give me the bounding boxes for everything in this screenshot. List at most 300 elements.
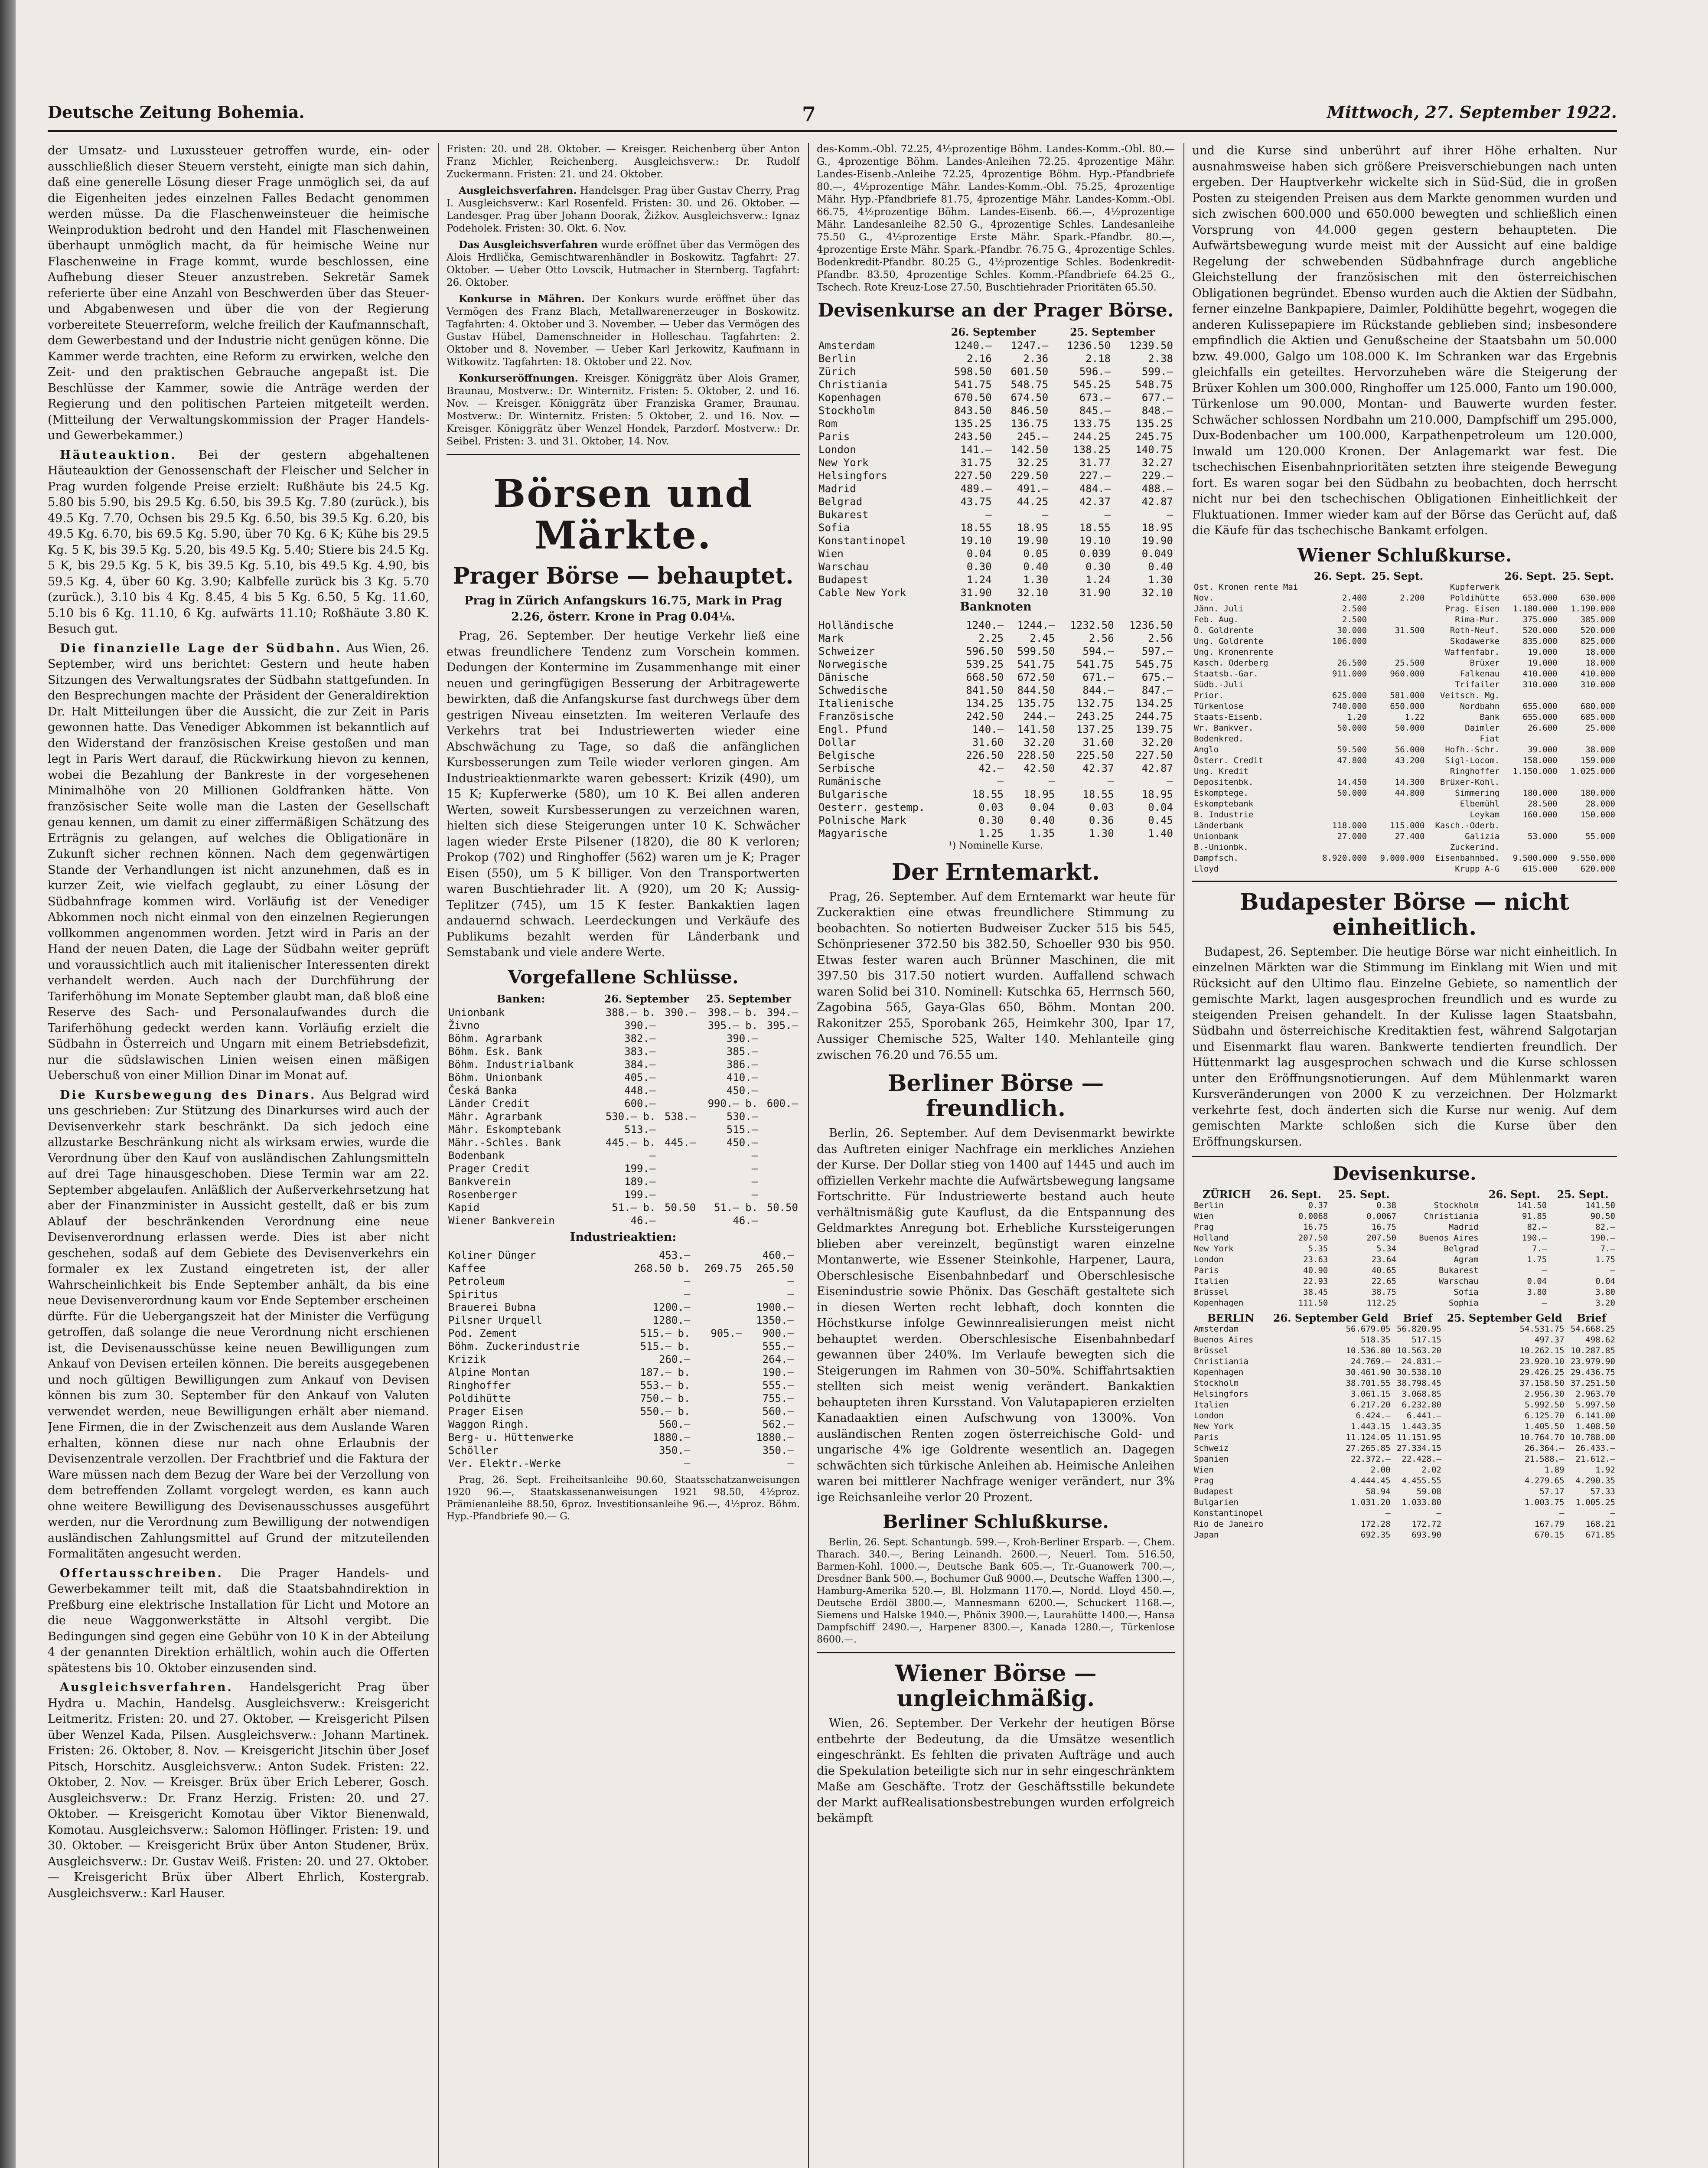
industry-row-cell: Poldihütte xyxy=(448,1392,511,1404)
devisen-row-cell: 227.50 xyxy=(954,470,992,482)
berlin-devisen-row-cell: 26.433.– xyxy=(1575,1443,1615,1453)
banknoten-row-cell: Rumänische xyxy=(818,775,881,787)
industry-row-cell xyxy=(692,1275,743,1288)
berlin-devisen-row-cell: New York xyxy=(1194,1422,1234,1431)
wien-row-cell: Staatsb.-Gar. xyxy=(1194,669,1258,679)
bank-row-cell xyxy=(657,1188,698,1201)
bank-row-cell xyxy=(759,1136,800,1149)
industry-row xyxy=(447,1444,800,1457)
banknoten-row xyxy=(817,814,1175,827)
devisen-row-cell: Budapest xyxy=(818,574,869,586)
devisen-row-cell: 2.36 xyxy=(1023,353,1049,365)
industry-row-cell: – xyxy=(787,1288,794,1300)
bank-row-cell: 390.– xyxy=(664,1006,696,1019)
wien-row-cell: 620.000 xyxy=(1580,864,1615,874)
wien-row xyxy=(1192,723,1617,734)
wien-row-cell: Ringhoffer xyxy=(1450,766,1500,776)
berlin-devisen-row-cell: Spanien xyxy=(1194,1454,1229,1464)
berlin-devisen-row-cell: Buenos Aires xyxy=(1194,1335,1254,1345)
wien-row-cell: Dampfsch. xyxy=(1194,853,1239,863)
article-tax-text: der Umsatz- und Luxussteuer getroffen wurde, ein- oder ausschließlich dieser Steuern versteht, einigte man sich dahin, daß eine generelle Lösung dieser Frage unmöglich sei, da auf die Eigenheiten jedes einzelnen Falles Bedacht genommen werden müsse. Da die Flaschenweinsteuer die heimische Weinproduktion bedroht und den Handel mit Flaschenweinen überhaupt unmöglich macht, da für heimische Weine nur Flaschenweine in Frage kommt, wurde beschlossen, eine Aufhebung dieser Steuer anzustreben. Sekretär Samek referierte über eine Anzahl von Beschwerden über das Steuer- und Abgabenwesen und über die von der Regierung vorbereitete Steuerreform, welche freilich der Kaufmannschaft, dem Gewerbestand und der Industrie nicht genügen könne. Die Kammer werde trachten, eine Reform zu erwirken, welche den Zeit- und den praktischen Gebrauche angepaßt ist. Die Beschlüsse der Kammer, sowie die Anträge werden der Regierung und den politischen Parteien mitgeteilt werden. (Mitteilung der Verwaltungskommission der Prager Handels- und Gewerbekammer.) xyxy=(48,144,429,442)
banknoten-row-cell: 31.60 xyxy=(1082,736,1114,748)
devisen-row-cell: 1247.– xyxy=(1010,340,1049,352)
devisen-row-cell: 1.24 xyxy=(1085,574,1111,586)
wien-row-cell: 2.200 xyxy=(1400,593,1425,603)
wien-row-cell: Anglo xyxy=(1194,744,1219,754)
devisen-row-cell: 18.55 xyxy=(1079,522,1111,534)
industry-row-cell xyxy=(795,1249,800,1262)
devisen-row-cell: – xyxy=(1042,509,1049,521)
wien-row-cell: Südb.-Juli xyxy=(1194,679,1244,689)
banknoten-row-cell: 18.95 xyxy=(1023,788,1055,800)
berlin-devisen-row-cell: 4.444.45 xyxy=(1351,1476,1391,1486)
wien-row-cell: 1.180.000 xyxy=(1512,604,1558,614)
devisen-row xyxy=(817,404,1175,417)
wien-row-cell: 581.000 xyxy=(1390,690,1425,700)
zurich-row-cell: 112.25 xyxy=(1366,1298,1397,1308)
bank-row xyxy=(447,1175,800,1188)
banknoten-row-cell: 18.55 xyxy=(1082,788,1114,800)
banknoten-row xyxy=(817,775,1175,788)
wien-row xyxy=(1192,777,1617,788)
bank-row xyxy=(447,1162,800,1175)
legal-notice: Das Ausgleichsverfahren wurde eröffnet über das Vermögen des Alois Hrdlička, Gemischtwarenhändler in Boskowitz. Tagfahrt: 27. Oktober. — Ueber Otto Lovscik, Hutmacher in Sternberg. Tagfahrt: 26. Oktober. xyxy=(447,239,800,288)
wien-row xyxy=(1192,593,1617,604)
banknoten-row xyxy=(817,671,1175,684)
berlin-devisen-row-cell: 167.79 xyxy=(1534,1519,1565,1529)
zurich-row-cell: Sofia xyxy=(1454,1287,1479,1297)
wien-row-cell: Unionbank xyxy=(1194,831,1239,841)
zurich-row-cell: Warschau xyxy=(1439,1277,1479,1286)
zurich-row-cell: 38.45 xyxy=(1303,1287,1328,1297)
zurich-row-cell: Buenos Aires xyxy=(1419,1233,1479,1243)
wien-row-cell: 1.150.000 xyxy=(1512,766,1558,776)
prague-exchange-sub: Prag in Zürich Anfangskurs 16.75, Mark in Prag 2.26, österr. Krone in Prag 0.04⅛. xyxy=(464,594,782,624)
devisen-row-cell: – xyxy=(985,509,992,521)
devisen-row-cell: 677.– xyxy=(1141,392,1173,404)
berlin-devisen-row xyxy=(1192,1324,1617,1335)
devisen-row xyxy=(817,469,1175,482)
wien-row-cell: Ö. Goldrente xyxy=(1194,625,1254,635)
zurich-row-cell: 3.80 xyxy=(1527,1287,1547,1297)
berlin-devisen-row-cell: Amsterdam xyxy=(1194,1324,1239,1334)
banknoten-row-cell: Magyarische xyxy=(818,827,887,839)
devisen-row-cell: 19.90 xyxy=(1017,535,1049,547)
zurich-row-cell: 141.50 xyxy=(1517,1201,1547,1210)
column-4 xyxy=(1192,143,1617,2168)
wien-row-cell: 28.500 xyxy=(1527,799,1558,809)
berlin-devisen-row-cell: 21.612.— xyxy=(1575,1454,1615,1464)
bank-row xyxy=(447,1136,800,1149)
industry-row xyxy=(447,1301,800,1314)
berlin-devisen-row-cell: Brüssel xyxy=(1194,1346,1229,1355)
industry-row xyxy=(447,1392,800,1405)
wien-row-cell xyxy=(1311,647,1369,658)
article-hides: Häuteauktion. Bei der gestern abgehaltenen Häuteauktion der Genossenschaft der Fleischer und Selcher in Prag wurden folgende Preise erzielt: Rußhäute bis 24.5 Kg. 5.80 bis 5.90, bis 29.5 Kg. 6.50, bis 39.5 Kg. 7.80 (zurück.), bis 49.5 Kg. 7.70, Ochsen bis 29.5 Kg. 6.50, bis 39.5 Kg. 6.20, bis 49.5 Kg. 6.70, bis 69.5 Kg. 5.90, über 70 Kg. 6 K; Kühe bis 29.5 Kg. 5 K, bis 39.5 Kg. 5.20, bis 49.5 Kg. 5.40; Stiere bis 24.5 Kg. 5 K, bis 29.5 Kg. 5 K, bis 39.5 Kg. 5.10, bis 49.5 Kg. 4.90, bis 59.5 Kg. 4, über 60 Kg. 3.90; Kalbfelle zurück bis 3 Kg. 5.70 (zurück.), 3.10 bis 4 Kg. 8.45, 4 bis 5 Kg. 6.50, 5 Kg. 11.60, 5.10 bis 6 Kg. 11.10, 6 Kg. aufwärts 11.10; Roßhäute 3.80 K. Besuch gut. xyxy=(48,448,429,636)
banknoten-row-cell: 594.– xyxy=(1082,645,1114,657)
berlin-devisen-row-cell: 517.15 xyxy=(1411,1335,1441,1345)
banknoten-row-cell: 545.75 xyxy=(1135,658,1173,670)
wien-row-cell: 9.550.000 xyxy=(1571,853,1615,863)
berlin-devisen-row-cell: 10.287.85 xyxy=(1571,1346,1615,1355)
berlin-devisen-row xyxy=(1192,1454,1617,1465)
berlin-devisen-row-cell: Kopenhagen xyxy=(1194,1368,1244,1377)
bank-row xyxy=(447,1006,800,1019)
berlin-devisen-row-cell: 38.798.45 xyxy=(1397,1378,1441,1388)
zurich-row-cell: 0.04 xyxy=(1595,1277,1615,1286)
berlin-devisen-row xyxy=(1192,1335,1617,1345)
wien-row-cell xyxy=(1369,734,1426,744)
bank-row-cell xyxy=(759,1110,800,1123)
wien-row-cell: 30.000 xyxy=(1337,625,1367,635)
banknoten-row-cell: 2.25 xyxy=(978,632,1004,644)
industry-row-cell xyxy=(795,1288,800,1301)
berlin-devisen-row xyxy=(1192,1389,1617,1400)
wien-row-cell: Ung. Goldrente xyxy=(1194,636,1264,646)
wien-row-cell: Hofh.-Schr. xyxy=(1445,744,1500,754)
berlin-devisen-row-cell: 498.62 xyxy=(1585,1335,1615,1345)
banknoten-row-cell: 140.– xyxy=(972,723,1004,735)
wien-row-cell: 39.000 xyxy=(1527,744,1558,754)
wien-row-cell: 27.000 xyxy=(1337,831,1367,841)
banknoten-row-cell: 539.25 xyxy=(966,658,1004,670)
bank-row-cell: 382.– xyxy=(624,1032,656,1045)
banknoten-row-cell: 134.25 xyxy=(1135,697,1173,709)
zurich-row-cell: 82.— xyxy=(1527,1222,1547,1232)
bank-row-cell xyxy=(759,1188,800,1201)
banknoten-row-cell: 1236.50 xyxy=(1129,619,1173,631)
wien-row-cell: 410.000 xyxy=(1522,669,1558,679)
berlin-devisen-row-cell: 1.031.20 xyxy=(1351,1498,1391,1507)
schlusse-title: Vorgefallene Schlüsse. xyxy=(508,966,739,988)
wien-row-cell: Brüxer-Kohl. xyxy=(1440,777,1500,787)
industry-row-cell xyxy=(795,1418,800,1431)
wien-row-cell xyxy=(1369,799,1426,810)
zurich-row-cell: Madrid xyxy=(1448,1222,1479,1232)
berlin-devisen-row-cell: 692.35 xyxy=(1360,1530,1391,1540)
zurich-row-cell: Italien xyxy=(1194,1277,1229,1286)
berlin-devisen-row-cell: 26.364.– xyxy=(1525,1443,1565,1453)
wien-row-cell: 310.000 xyxy=(1580,679,1615,689)
wien-row-cell: Simmering xyxy=(1455,788,1500,798)
industry-row-cell: 269.75 xyxy=(704,1262,742,1274)
industry-row xyxy=(447,1366,800,1379)
bank-row-cell: 384.– xyxy=(624,1058,656,1071)
bank-row xyxy=(447,1058,800,1071)
devisen-row-cell: – xyxy=(1167,509,1173,521)
bank-row-cell: Česká Banka xyxy=(448,1084,517,1097)
berlin-devisen-row-cell: 5.992.50 xyxy=(1525,1400,1565,1410)
industry-row-cell xyxy=(795,1327,800,1340)
industry-row-cell: – xyxy=(787,1275,794,1287)
devisen-row-cell: 596.– xyxy=(1079,366,1111,378)
legal-notice: Ausgleichsverfahren. Handelsger. Prag über Gustav Cherry, Prag I. Ausgleichsverw.: Karl Rosenfeld. Fristen: 30. und 26. Oktober. — Landesger. Prag über Johann Doorak, Žižkov. Ausgleichsverw.: Ignaz Podeholek. Fristen: 30. Okt. 6. Nov. xyxy=(447,185,800,234)
bank-row-cell: Bodenbank xyxy=(448,1149,505,1162)
banknoten-row-cell: 599.50 xyxy=(1017,645,1055,657)
berlin-devisen-row xyxy=(1192,1378,1617,1389)
wien-row-cell: Brüxer xyxy=(1470,658,1500,668)
banknoten-row-cell: 0.03 xyxy=(1089,801,1114,813)
wien-row-cell: Fiat xyxy=(1480,734,1500,744)
bank-row-cell: Böhm. Industrialbank xyxy=(448,1058,574,1071)
banknoten-row-cell: 2.45 xyxy=(1030,632,1055,644)
industry-row-cell xyxy=(692,1431,743,1444)
zurich-row-cell: — xyxy=(1610,1266,1615,1275)
zurich-row-cell: Sophia xyxy=(1448,1298,1479,1308)
header-rule xyxy=(48,130,1617,132)
banknoten-row-cell: 42.37 xyxy=(1082,762,1114,774)
banknoten-row-cell: 1.25 xyxy=(978,827,1004,839)
bank-row-cell: – xyxy=(751,1162,758,1175)
banknoten-row-cell: 244.– xyxy=(1023,710,1055,722)
devisen-row-cell: 674.50 xyxy=(1010,392,1049,404)
industry-row-cell xyxy=(692,1353,743,1366)
wien-row-cell: Bodenkred. xyxy=(1194,734,1244,744)
banknoten-row-cell: – xyxy=(997,775,1004,787)
industry-row xyxy=(447,1288,800,1301)
berlin-devisen-row xyxy=(1192,1465,1617,1476)
devisen-row-cell: Kopenhagen xyxy=(818,392,881,404)
bank-row-cell xyxy=(657,1032,698,1045)
devisen-row-cell: 0.30 xyxy=(966,561,992,573)
wien-body: Wien, 26. September. Der Verkehr der heutigen Börse entbehrte der Bedeutung, da die Umsätze wesentlich eingeschränkt. Es fehlten die privaten Aufträge und auch die Spekulation beteiligte sich nur in sehr eingeschränktem Maße am Geschäfte. Trotz der Geschäftsstille bekundete der Markt aufRealisationsbestrebungen wurden erfolgreich bekämpft xyxy=(817,1717,1175,1825)
bank-row-cell: Kapid xyxy=(448,1201,480,1214)
banknoten-row-cell: 2.56 xyxy=(1089,632,1114,644)
bank-row-cell xyxy=(759,1149,800,1162)
industry-row-cell: Krizik xyxy=(448,1353,486,1365)
berlin-devisen-row-cell: 22.428.— xyxy=(1402,1454,1441,1464)
devisen-row-cell: 601.50 xyxy=(1010,366,1049,378)
bank-row-cell: 405.– xyxy=(624,1071,656,1084)
wien-row-cell: Ost. Kronen rente Mai xyxy=(1194,582,1298,592)
wien-row xyxy=(1192,864,1617,875)
wien-schluss-table: 26. Sept. 25. Sept. 26. Sept. 25. Sept. Ost. Kronen rente Mai Kupferwerk Nov. 2.400 2.200 Poldihütte 653.000 630.000 Jänn. Juli 2.500 Prag. Eisen 1.180.000 1.190.000 Feb. Aug. 2.500 Rima-Mur. 375.000 385.000 Ö. Goldrente 30.000 31.500 Roth-Neuf. 520.000 520.000 Ung. Goldrente 106.000 Skodawerke 835.000 825.000 Ung. Kronenrente Waffenfabr. 19.000 18.000 Kasch. Oderberg 26.500 25.500 Brüxer 19.000 18.000 Staatsb.-Gar. 911.000 960.000 Falkenau 410.000 410.000 Südb.-Juli Trifailer 310.000 310.000 Prior. 625.000 581.000 Veitsch. Mg. Türkenlose 740.000 650.000 Nordbahn 655.000 680.000 Staats-Eisenb. 1.20 1.22 Bank 655.000 685.000 Wr. Bankver. 50.000 50.000 Daimler 26.600 25.000 Bodenkred. Fiat Anglo 59.500 56.000 Hofh.-Schr. 39.000 38.000 Österr. Credit 47.800 43.200 Sigl-Locom. 158.000 159.000 Ung. Kredit Ringhoffer 1.150.000 1.025.000 Depositenbk. 14.450 14.300 Brüxer-Kohl. Eskomptege. 50.000 44.800 Simmering 180.000 180.000 Eskomptebank Elbemühl 28.500 28.000 B. Industrie Leykam 160.000 150.000 Länderbank 118.000 115.000 Kasch.-Oderb. Unionbank 27.000 27.400 Galizia 53.000 55.000 B.-Unionbk. Zuckerind. Dampfsch. 8.920.000 9.000.000 Eisenbahnbed. 9.500.000 9.550.000 Lloyd Krupp A-G 615.000 620.000 xyxy=(1192,570,1617,875)
zurich-row xyxy=(1192,1200,1617,1211)
berlin-devisen-row-cell: Paris xyxy=(1194,1433,1219,1442)
wien-row-cell xyxy=(1369,864,1426,875)
zurich-row-cell: New York xyxy=(1194,1244,1234,1254)
wien-row-cell: Rima-Mur. xyxy=(1455,614,1500,624)
footnote: ¹) Nominelle Kurse. xyxy=(948,840,1043,851)
wien-row-cell xyxy=(1369,766,1426,777)
wien-row-cell: 9.500.000 xyxy=(1512,853,1558,863)
zurich-row-cell: Prag xyxy=(1194,1222,1214,1232)
wien-row-cell xyxy=(1559,842,1617,853)
zurich-row-cell: Brüssel xyxy=(1194,1287,1229,1297)
devisen-row-cell: 0.30 xyxy=(1085,561,1111,573)
bank-row-cell: 990.– b. xyxy=(707,1097,758,1110)
bank-row-cell xyxy=(657,1071,698,1084)
wien-row-cell: 53.000 xyxy=(1527,831,1558,841)
berlin-devisen-row-cell: Prag xyxy=(1194,1476,1214,1486)
industry-row-cell: 350.– xyxy=(659,1444,691,1456)
devisen-row xyxy=(817,534,1175,547)
banknoten-row-cell: 1244.– xyxy=(1017,619,1055,631)
wien-row-cell xyxy=(1559,582,1617,593)
berlin-devisen-row-cell: 37.251.50 xyxy=(1571,1378,1615,1388)
industry-row-cell xyxy=(795,1379,800,1392)
bank-row-cell: 199.– xyxy=(624,1188,656,1201)
banknoten-row-cell: 0.45 xyxy=(1148,814,1173,826)
bank-row-cell xyxy=(657,1097,698,1110)
devisen-row-cell: 229.50 xyxy=(1010,470,1049,482)
column-divider xyxy=(808,143,809,2168)
wien-row-cell: 150.000 xyxy=(1580,810,1615,820)
bank-row-cell: Mähr. Eskomptebank xyxy=(448,1123,561,1136)
header-paper-name: Deutsche Zeitung Bohemia. xyxy=(48,102,305,122)
devisen-row-cell: 227.– xyxy=(1079,470,1111,482)
wien-row-cell xyxy=(1501,734,1559,744)
banknoten-row-cell: 242.50 xyxy=(966,710,1004,722)
devisen-row-cell: Sofia xyxy=(818,522,850,534)
wien-title: Wiener Börse — ungleichmäßig. xyxy=(895,1660,1097,1712)
berlin-devisen-row-cell: 54.668.25 xyxy=(1571,1324,1615,1334)
devisen-row-cell: Zürich xyxy=(818,366,856,378)
banknoten-row-cell: 227.50 xyxy=(1135,749,1173,761)
wien-row-cell xyxy=(1559,777,1617,788)
devisen-row-cell: 673.– xyxy=(1079,392,1111,404)
zurich-row-cell: 190.— xyxy=(1590,1233,1615,1243)
wien-row-cell: 180.000 xyxy=(1580,788,1615,798)
wien-row-cell: Eskomptege. xyxy=(1194,788,1248,798)
industry-row xyxy=(447,1418,800,1431)
prague-exchange-body: Prag, 26. September. Der heutige Verkehr ließ eine etwas freundlichere Tendenz zum Vorschein kommen. Dedungen der Kontermine im Zusammenhange mit einer neuen und geringfügigen Besserung der Arbitragewerte bewirkten, daß die Anfangskurse fast durchwegs über dem gestrigen Niveau einsetzten. Im weiteren Verlaufe des Verkehrs trat bei Industriewerten wieder eine Abschwächung zu Tage, so daß die anfänglichen Kursbesserungen zum Teile wieder verloren gingen. Am Industrieaktienmarkte waren gebessert: Krizik (490), um 15 K; Kupferwerke (580), um 10 K. Bei allen anderen Werten, soweit Kursbesserungen zu verzeichnen waren, hielten sich diese Steigerungen unter 10 K. Schwächer lagen wieder Erste Pilsener (1820), die 80 K verloren; Prokop (702) und Ringhoffer (562) waren um je K; Prager Eisen (550), um 5 K billiger. Von den Transportwerten waren Buschtiehrader lit. A (920), um 20 K; Aussig-Teplitzer (745), um 15 K fester. Bankaktien lagen andauernd schwach. Leerdeckungen und Verkäufe des Publikums bezahlt werden für Länderbank und Semstabank und viele andere Werte. xyxy=(447,629,800,959)
industry-row-cell: Kaffee xyxy=(448,1262,486,1274)
industry-row-cell xyxy=(795,1457,800,1470)
bank-row-cell: 600.– xyxy=(624,1097,656,1110)
banknoten-row-cell: 844.– xyxy=(1082,684,1114,696)
zurich-row-cell: 5.34 xyxy=(1376,1244,1397,1254)
berlin-devisen-row-cell: 6.232.80 xyxy=(1402,1400,1441,1410)
column-2 xyxy=(447,143,800,2168)
bank-row-cell xyxy=(759,1071,800,1084)
wien-row xyxy=(1192,853,1617,864)
bank-row-cell: 410.– xyxy=(726,1071,758,1084)
wien-row-cell: Waffenfabr. xyxy=(1445,647,1500,657)
berlin-devisen-row-cell: 56.820.95 xyxy=(1397,1324,1441,1334)
wien-row-cell: 960.000 xyxy=(1390,669,1425,679)
devisen-row-cell: 31.90 xyxy=(960,587,992,599)
devisen-row-cell: 2.18 xyxy=(1085,353,1111,365)
wien-row xyxy=(1192,625,1617,636)
wien-row-cell xyxy=(1501,690,1559,701)
industry-row-cell: 1350.– xyxy=(756,1314,794,1326)
berlin-devisen-row-cell: 5.997.50 xyxy=(1575,1400,1615,1410)
wien-row-cell: Türkenlose xyxy=(1194,701,1244,711)
industry-row-cell: 550.– b. xyxy=(640,1405,691,1417)
zurich-row xyxy=(1192,1298,1617,1309)
wien-row-cell: Depositenbk. xyxy=(1194,777,1254,787)
industry-row-cell: 755.– xyxy=(762,1392,794,1404)
industry-row-cell xyxy=(795,1353,800,1366)
berlin-devisen-row-cell: 11.124.05 xyxy=(1346,1433,1391,1442)
legal-notice: Fristen: 20. und 28. Oktober. — Kreisger. Reichenberg über Anton Franz Michler, Reichenberg. Ausgleichsverw.: Dr. Rudolf Zuckermann. Fristen: 21. und 24. Oktober. xyxy=(447,144,800,180)
wien-row-cell: 158.000 xyxy=(1522,755,1558,765)
zurich-row-cell: 16.75 xyxy=(1303,1222,1328,1232)
berlin-devisen-row xyxy=(1192,1367,1617,1378)
berlin-devisen-row-cell: — xyxy=(1610,1508,1615,1518)
industry-row xyxy=(447,1457,800,1470)
devisen-row-cell: 598.50 xyxy=(954,366,992,378)
zurich-row-cell: 82.— xyxy=(1595,1222,1615,1232)
wien-row-cell xyxy=(1311,766,1369,777)
wien-row-cell: 47.800 xyxy=(1337,755,1367,765)
banknoten-row-cell: 32.20 xyxy=(1023,736,1055,748)
berlin-devisen-row-cell: 6.217.20 xyxy=(1351,1400,1391,1410)
budapest-title: Budapester Börse — nicht einheitlich. xyxy=(1239,888,1570,940)
berlin-devisen-row-cell: 2.00 xyxy=(1370,1465,1391,1475)
zurich-row-cell: 7.— xyxy=(1600,1244,1615,1254)
bank-row-cell xyxy=(657,1214,698,1227)
industry-row xyxy=(447,1249,800,1262)
industry-row-cell: 750.– b. xyxy=(640,1392,691,1404)
banknoten-row-cell: – xyxy=(1048,775,1055,787)
wien-row-cell: Leykam xyxy=(1470,810,1500,820)
zurich-row-cell: 40.90 xyxy=(1303,1266,1328,1275)
wien-row-cell: 27.400 xyxy=(1395,831,1425,841)
devisen-row xyxy=(817,456,1175,469)
berlin-devisen-row-cell: 693.90 xyxy=(1411,1530,1441,1540)
bank-row-cell: 189.– xyxy=(624,1175,656,1188)
wien-row-cell xyxy=(1501,777,1559,788)
column-1 xyxy=(48,143,429,2168)
banknoten-row xyxy=(817,749,1175,762)
wien-row xyxy=(1192,744,1617,755)
industry-row-cell: 1280.– xyxy=(652,1314,691,1326)
berlin-devisen-row-cell: 172.28 xyxy=(1360,1519,1391,1529)
devisen-row-cell: 245.75 xyxy=(1135,431,1173,443)
berlin-devisen-row-cell: 3.068.85 xyxy=(1402,1389,1441,1399)
wien-row-cell: 375.000 xyxy=(1522,614,1558,624)
banknoten-row-cell: Serbische xyxy=(818,762,875,774)
bonds-text: des-Komm.-Obl. 72.25, 4½prozentige Böhm. Landes-Komm.-Obl. 80.— G., 4prozentige Böhm. Landes-Anleihen 72.25. 4prozentige Mähr. Landes-Eisenb.-Anleihe 72.25, 4prozentige Böhm. Hyp.-Pfandbriefe 80.—, 4½prozentige Mähr. Landes-Komm.-Obl. 75.25, 4prozentige Mähr. Hyp.-Pfandbriefe 81.75, 4prozentige Mähr. Landes-Komm.-Obl. 66.75, 4½prozentige Böhm. Landes-Eisenb. 66.—, 4½prozentige Mähr. Landesanleihe 82.50 G., 4prozentige Schles. Landesanleihe 75.50 G., 4½prozentige Erste Mähr. Spark.-Pfandbr. 80.—, 4prozentige Erste Mähr. Spark.-Pfandbr. 76.75 G., 4prozentige Schles. Bodenkredit-Pfandbr. 80.25 G., 4½prozentige Schles. Bodenkredit-Pfandbr. 83.50, 4prozentige Schles. Komm.-Pfandbriefe 64.25 G., Tschech. Rote Kreuz-Lose 27.50, Buschtiehrader Prioritäten 65.50. xyxy=(817,144,1175,293)
column-3 xyxy=(817,143,1175,2168)
banknoten-row-cell: Italienische xyxy=(818,697,894,709)
wien-row xyxy=(1192,690,1617,701)
wien-row-cell xyxy=(1369,679,1426,690)
devisen-row-cell: 670.50 xyxy=(954,392,992,404)
banknoten-row-cell: 243.25 xyxy=(1076,710,1114,722)
banknoten-row-cell: 132.75 xyxy=(1076,697,1114,709)
wien-row-cell: 2.400 xyxy=(1342,593,1367,603)
zurich-row-cell: 16.75 xyxy=(1371,1222,1397,1232)
industry-row-cell xyxy=(692,1379,743,1392)
banknoten-row-cell: 841.50 xyxy=(966,684,1004,696)
wien-row-cell: Zuckerind. xyxy=(1450,842,1500,852)
bank-row-cell xyxy=(657,1045,698,1058)
wien-row-cell: 410.000 xyxy=(1580,669,1615,679)
bank-row-cell: 450.– xyxy=(726,1136,758,1149)
zurich-row-cell: 3.80 xyxy=(1595,1287,1615,1297)
zurich-row-cell: Berlin xyxy=(1194,1201,1224,1210)
bank-row xyxy=(447,1045,800,1058)
devisen-row-cell: Belgrad xyxy=(818,496,863,508)
berlin-devisen-row xyxy=(1192,1497,1617,1508)
wien-row-cell: 685.000 xyxy=(1580,712,1615,722)
devisen-row-cell: 488.– xyxy=(1141,483,1173,495)
banknoten-row-cell: 0.04 xyxy=(1148,801,1173,813)
industry-row-cell: Waggon Ringh. xyxy=(448,1418,530,1430)
devisen-row-cell: Warschau xyxy=(818,561,869,573)
wien-row-cell xyxy=(1311,799,1369,810)
banknoten-row-cell: 228.50 xyxy=(1017,749,1055,761)
devisen-row-cell: 141.– xyxy=(960,444,992,456)
devisen-row-cell: Paris xyxy=(818,431,850,443)
industry-row-cell xyxy=(795,1262,800,1275)
industry-row-cell xyxy=(795,1275,800,1288)
bank-row xyxy=(447,1019,800,1032)
wien-schluss-title: Wiener Schlußkurse. xyxy=(1297,544,1512,566)
